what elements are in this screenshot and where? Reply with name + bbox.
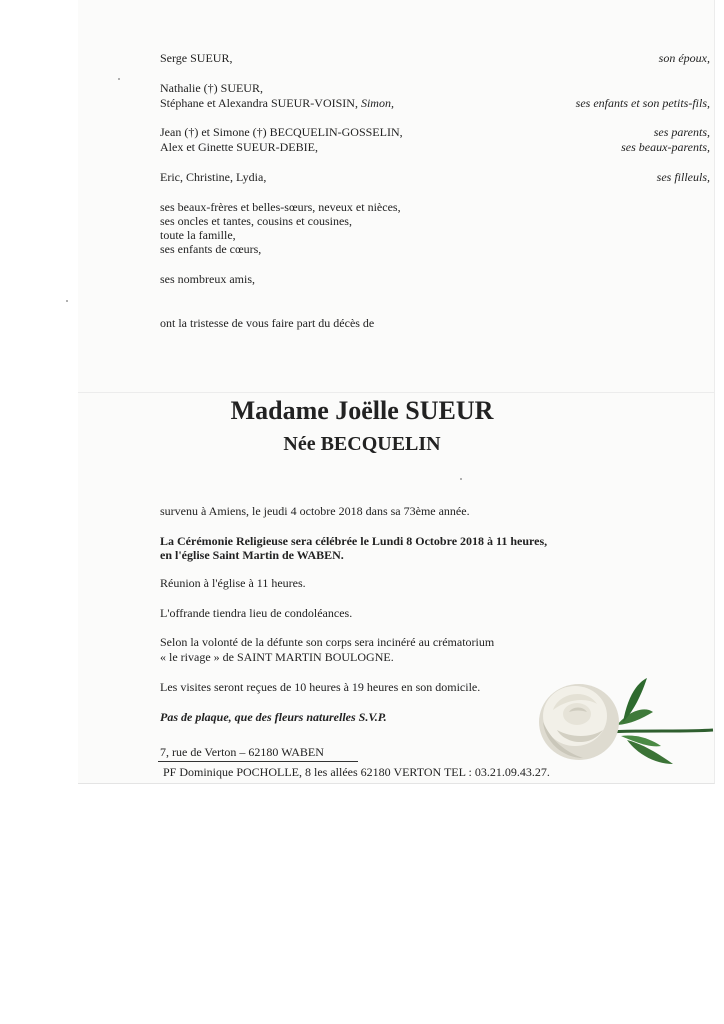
- ceremony-location: en l'église Saint Martin de WABEN.: [160, 548, 344, 562]
- extended-family-line: ses beaux-frères et belles-sœurs, neveux et nièces,: [160, 200, 401, 214]
- announcement-line: ont la tristesse de vous faire part du décès de: [160, 316, 375, 330]
- white-rose-icon: [535, 670, 715, 770]
- maiden-name: Née BECQUELIN: [283, 433, 441, 455]
- home-address: 7, rue de Verton – 62180 WABEN: [160, 745, 324, 759]
- offering-line: L'offrande tiendra lieu de condoléances.: [160, 606, 353, 620]
- ceremony-line: La Cérémonie Religieuse sera célébrée le Lundi 8 Octobre 2018 à 11 heures,: [160, 534, 548, 548]
- address-rule: [158, 761, 358, 762]
- spouse-role: son époux,: [658, 51, 710, 65]
- in-laws-role: ses beaux-parents,: [621, 140, 710, 154]
- fold-line: [78, 392, 714, 393]
- children-role: ses enfants et son petits-fils,: [575, 96, 710, 110]
- parents-names: Jean (†) et Simone (†) BECQUELIN-GOSSELIN,: [160, 125, 403, 139]
- paper-speck: [460, 478, 462, 480]
- paper-speck: [66, 300, 68, 302]
- visits-line: Les visites seront reçues de 10 heures à 19 heures en son domicile.: [160, 680, 481, 694]
- spouse-name: Serge SUEUR,: [160, 51, 233, 65]
- deceased-name: Madame Joëlle SUEUR: [230, 396, 494, 425]
- cremation-line: Selon la volonté de la défunte son corps sera incinéré au crématorium: [160, 635, 495, 649]
- paper-speck: [118, 78, 120, 80]
- godchildren-names: Eric, Christine, Lydia,: [160, 170, 267, 184]
- cremation-place: « le rivage » de SAINT MARTIN BOULOGNE.: [160, 650, 394, 664]
- death-details: survenu à Amiens, le jeudi 4 octobre 2018 dans sa 73ème année.: [160, 504, 470, 518]
- in-laws-names: Alex et Ginette SUEUR-DEBIE,: [160, 140, 318, 154]
- child-name: Nathalie (†) SUEUR,: [160, 81, 263, 95]
- friends-line: ses nombreux amis,: [160, 272, 255, 286]
- extended-family-line: ses enfants de cœurs,: [160, 242, 262, 256]
- extended-family-line: toute la famille,: [160, 228, 236, 242]
- children-line: [160, 96, 394, 111]
- flowers-request: Pas de plaque, que des fleurs naturelles S.V.P.: [160, 710, 387, 724]
- funeral-home-line: PF Dominique POCHOLLE, 8 les allées 62180 VERTON TEL : 03.21.09.43.27.: [163, 765, 550, 779]
- grandchild-name: Simon,: [360, 96, 394, 110]
- children-names: Stéphane et Alexandra SUEUR-VOISIN,: [160, 96, 361, 110]
- godchildren-role: ses filleuls,: [656, 170, 710, 184]
- meeting-line: Réunion à l'église à 11 heures.: [160, 576, 306, 590]
- extended-family-line: ses oncles et tantes, cousins et cousines,: [160, 214, 352, 228]
- parents-role: ses parents,: [653, 125, 710, 139]
